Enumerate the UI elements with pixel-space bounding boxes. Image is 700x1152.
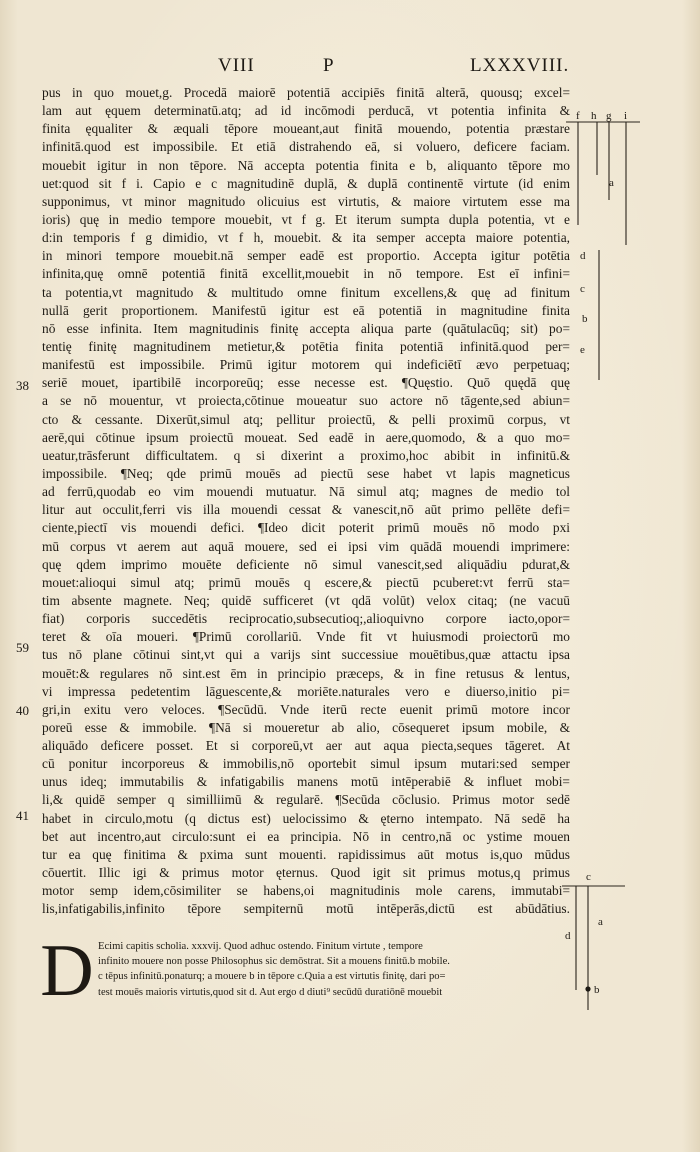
diagram-label: b (594, 984, 600, 996)
text-line: lis,infatigabilis,infinito tēpore sempiternū motū intēperās,dictū est abūdātius. (42, 901, 570, 917)
diagram-label: a (609, 177, 614, 189)
diagram-label: g (606, 110, 612, 122)
text-line: a se nō mouentur, vt proiecta,cōtinue moueatur suo actore nō tāgente,sed abiun= (42, 393, 570, 409)
header-folio-number: LXXXVIII. (470, 55, 570, 76)
text-line: pus in quo mouet,g. Procedā maiorē potentiā accipiēs finitā alterā, quousq; excel= (42, 85, 570, 100)
drop-cap-initial: D (40, 930, 94, 1012)
diagram-label: d (565, 930, 571, 942)
text-line: mū corpus vt aerem aut aquā mouere, sed ei ipsi vim quādā mouendi imprimere: (42, 538, 570, 554)
scholia-line: Ecimi capitis scholia. xxxvij. Quod adhuc ostendo. Finitum virtute , tempore (98, 941, 423, 952)
text-line: aliquādo deficere posset. Et si corporeū,vt aer aut aqua piecta,seques tāgeret. At (42, 738, 570, 754)
text-line: ta potentia,vt magnitudo & multitudo omne finitum excellens,& quę ad finitum (42, 284, 570, 300)
text-line: d:in temporis f g dimidio, vt f h, mouebit. & ita semper accepta maiore potentia, (42, 230, 570, 246)
text-line: nō esse infinita. Item magnitudinis finitę accepta aliqua parte (quātulacūq; sit) po= (42, 320, 570, 336)
text-line: tim absente magnete. Neq; quidē sufficeret (vt qdā volūt) velox citaq; (ne vacuū (42, 592, 570, 608)
text-line: teret & oīa moueri. ¶Primū corollariū. Vnde fit vt huiusmodi proiectorū mo (42, 629, 570, 645)
text-line: ad ferrū,quodab eo vim mouendi mutuatur. Nā simul atq; magnes de medio tol (42, 484, 570, 500)
text-line: ueatur,trāsferunt difficultatem. q si dixerint a proximo,hoc abibit in infinitū.& (42, 447, 570, 463)
text-line: aerē,qui cōtinue ipsum proiectū moueat. Sed eadē in aere,quomodo, & a quo mo= (42, 429, 570, 445)
diagram-label: d (580, 250, 586, 262)
text-line: ioris) quę in medio tempore mouebit, vt f g. Et iterum sumpta dupla potentia, vt e (42, 211, 570, 227)
text-line: tur ea quę finitima & pxima sunt mouenti. rapidissimus aūt motus is,quo mūdus (42, 846, 570, 862)
diagram-label: e (580, 344, 585, 356)
diagram-label: f (576, 110, 580, 122)
text-line: infinitā.quod est impossibile. Et etiā distrahendo eā, si voluero, deficere faciam. (42, 139, 570, 155)
scholia-line: c tēpus infinitū.ponaturq; a mouere b in tēpore c.Quia a est virtutis finitę, dari po= (98, 971, 446, 983)
text-line: finita ęqualiter & æquali tēpore moueant,aut finitā mouendo, potentia præstare (42, 121, 570, 137)
text-line: bet aut incentro,aut circulo:sunt ei ea principia. Nō in centro,nā oc ystime mouen (42, 828, 570, 844)
text-line: gri,in exitu vero veloces. ¶Secūdū. Vnde iterū recte euenit primū motore incor (42, 701, 570, 717)
text-line: nullā gerit proportionem. Manifestū igitur est eā potentiā in magnitudine finita (42, 302, 570, 318)
scholia-line: test mouēs maioris virtutis,quod sit d. Aut ergo d diuti⁹ secūdū duratiōnē mouebit (98, 986, 443, 998)
text-line: poreū esse & immobile. ¶Nā si moueretur ab alio, cōsequeret ipsum mobile, & (42, 719, 570, 735)
margin-number: 40 (16, 703, 29, 718)
text-line: cto & cessante. Dixerūt,simul atq; pellitur proiectū, & pelli proximū corpus, vt (42, 411, 570, 427)
text-line: ciente,piectī vis mouendi defici. ¶Ideo dicit poterit primū mouēs nō modo pxi (42, 520, 570, 536)
text-line: seriē mouet, ipartibilē incorporeūq; esse necesse est. ¶Quęstio. Quō quędā quę (42, 375, 570, 391)
text-line: infinita,quę omnē potentiā finitā excellit,mouebit in nō tempore. Est eī infini= (42, 266, 570, 282)
text-line: motor semp idem,cōsimiliter se habens,oi magnitudinis mole carens, immutabi= (42, 883, 570, 899)
diagram-label: i (624, 110, 628, 122)
top-margin-diagram (566, 110, 640, 380)
text-line: cōuertit. Illic igi & primus motor ęternus. Quod igit sit primus motus,q primus (42, 865, 570, 881)
text-line: quę qdem imprimo mouēte deficiente nō simul vanescit,sed aliquādiu pdurat,& (42, 556, 570, 572)
margin-number: 38 (16, 378, 29, 393)
margin-number: 41 (16, 808, 29, 823)
diagram-label: a (598, 916, 603, 928)
text-line: li,& quidē semper q similliimū & regularē. ¶Secūda cōclusio. Primus motor sedē (42, 792, 570, 808)
scholia-line: infinito mouere non posse Philosophus sic demōstrat. Sit a mouens finitū.b mobile. (98, 956, 450, 968)
diagram-label: h (591, 110, 597, 122)
text-line: cū ponitur incorporeus & immobilis,nō oportebit simul ipsum mutari:sed semper (42, 756, 570, 772)
text-line: mouēt:& regulares nō sint.est ēm in principio præceps, & in fine retusus & lentus, (42, 665, 570, 681)
diagram-label: c (586, 871, 591, 883)
diagram-point-b (585, 986, 590, 991)
text-line: vi impressa pedetentim lāguescente,& moriēte.naturales vero e diuerso,initio pi= (42, 683, 570, 699)
header-chapter: VIII (218, 55, 255, 76)
text-line: mouet:alioqui simul atq; primū mouēs q escere,& piectū pcuberet:vt ferrū sta= (42, 574, 570, 590)
header-signature: P (323, 55, 335, 76)
text-line: lam aut ęquem determinatū.atq; ad id incōmodi perducā, vt potentia infinita & (42, 103, 570, 119)
text-line: tentię finitę magnitudinem metietur,& potētia finita potentiā infinitā.quod per= (42, 338, 570, 354)
text-line: tus nō plane cōtinui sint,vt qui a varijs sint successiue mouētibus,quæ attactu ipsa (42, 647, 570, 663)
text-line: mouebit igitur in non tēpore. Nā accepta potentia finita e b, aliquanto tēpore mo (42, 157, 570, 173)
text-line: unus ideq; immutabilis & infatigabilis manens motū intēperabiē & influet mobi= (42, 774, 570, 790)
text-line: litur aut occulit,ferri vis illa mouendi cessat & vanescit,nō aūt primo pellēte defi= (42, 502, 570, 518)
text-line: habet in circulo,motu (q dictus est) uelocissimo & ęterno intempato. Nā sedē ha (42, 810, 570, 826)
text-line: manifestū est impossibile. Primū igitur motorem qui indeficiētī ævo perpetuaq; (42, 357, 570, 373)
text-line: fiat) corporis succedētis reciprocatio,subsecutioq;,alioquivno corpore iacto,opor= (42, 611, 570, 627)
bottom-margin-diagram (562, 871, 625, 1010)
diagram-label: b (582, 313, 588, 325)
text-line: uet:quod sit f i. Capio e c magnitudinē duplā, & duplā continentē virtute (id enim (42, 175, 570, 191)
margin-number: 59 (16, 640, 29, 655)
text-line: supponimus, vt minor magnitudo olicuius est virtutis, & maiore virtutem esse ma (42, 193, 570, 209)
diagram-label: c (580, 283, 585, 295)
text-line: impossibile. ¶Neq; qde primū mouēs ad piectū sese habet vt lapis magneticus (42, 465, 570, 481)
text-line: in minori tempore mouebit.nā semper eadē est proportio. Accepta igitur potētia (42, 248, 570, 264)
